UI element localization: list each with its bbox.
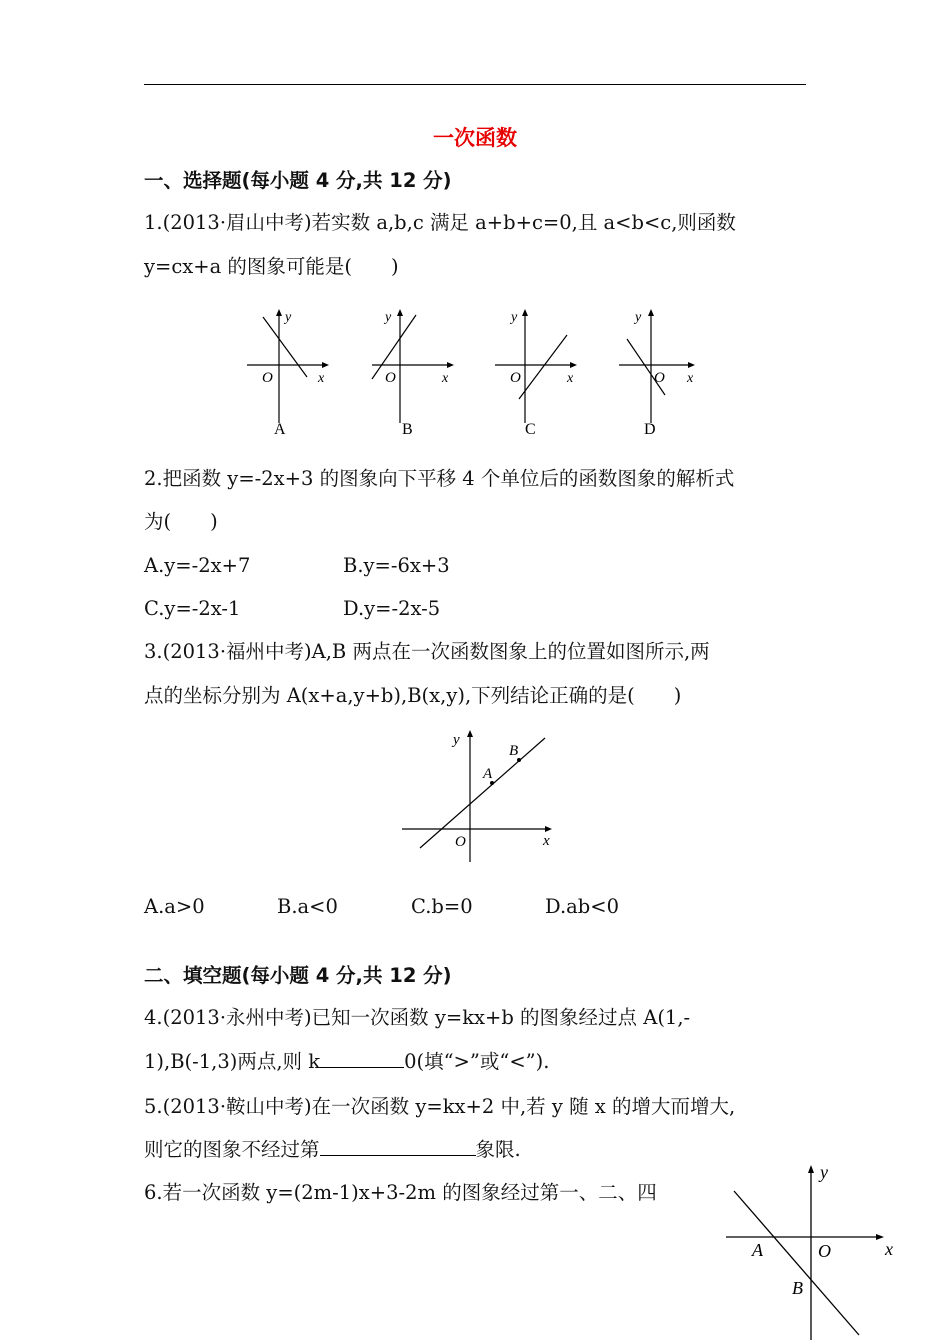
q5-line2-end: 象限.: [475, 1138, 521, 1161]
q1d-y-label: y: [635, 310, 642, 325]
q1b-x-label: x: [442, 371, 449, 386]
q1-graph-b: [370, 305, 460, 440]
q1-graph-a-label: A: [274, 421, 286, 438]
q1a-y-label: y: [285, 310, 292, 325]
q6-y-label: y: [820, 1162, 828, 1182]
q4-line2: [144, 1049, 549, 1075]
page-title: 一次函数: [433, 126, 517, 150]
q2-line1: 2.把函数 y=-2x+3 的图象向下平移 4 个单位后的函数图象的解析式: [144, 467, 735, 490]
q3-x-label: x: [543, 833, 550, 849]
q5-answer-blank[interactable]: [320, 1137, 476, 1156]
q6-line1: 6.若一次函数 y=(2m-1)x+3-2m 的图象经过第一、二、四: [144, 1181, 657, 1204]
q4-answer-blank[interactable]: [320, 1049, 404, 1068]
q1d-x-label: x: [687, 371, 694, 386]
q3-figure: [400, 726, 560, 866]
q1c-y-label: y: [511, 310, 518, 325]
q1c-x-label: x: [567, 371, 574, 386]
q1-graph-c-label: C: [525, 421, 536, 438]
q1a-x-label: x: [318, 371, 325, 386]
q3-point-b-label: B: [509, 743, 519, 759]
q3-origin-label: O: [455, 834, 466, 850]
q3-line2: 点的坐标分别为 A(x+a,y+b),B(x,y),下列结论正确的是( ): [144, 684, 682, 707]
q2-line2: 为( ): [144, 510, 218, 533]
q1-line1: 1.(2013·眉山中考)若实数 a,b,c 满足 a+b+c=0,且 a<b<c,则函数: [144, 211, 736, 234]
q4-line2-end: 0(填“>”或“<”).: [404, 1050, 550, 1073]
header-rule: [144, 84, 806, 85]
q6-point-b-label: B: [792, 1278, 803, 1298]
q4-line1: 4.(2013·永州中考)已知一次函数 y=kx+b 的图象经过点 A(1,-: [144, 1006, 691, 1029]
q3-line1: 3.(2013·福州中考)A,B 两点在一次函数图象上的位置如图所示,两: [144, 640, 710, 663]
section2-heading: 二、填空题(每小题 4 分,共 12 分): [144, 964, 452, 987]
q6-figure: [722, 1160, 902, 1344]
q1-graph-d-label: D: [644, 421, 656, 438]
q2-option-d: D.y=-2x-5: [343, 597, 441, 620]
q3-option-c: C.b=0: [411, 895, 473, 918]
q6-x-label: x: [885, 1239, 893, 1259]
q1-graph-a: [245, 305, 335, 440]
q1c-origin-label: O: [510, 370, 521, 386]
q2-option-b: B.y=-6x+3: [343, 554, 450, 577]
q3-option-a: A.a>0: [144, 895, 205, 918]
q2-option-c: C.y=-2x-1: [144, 597, 241, 620]
q1-graph-d: [617, 305, 707, 440]
q1-line2: y=cx+a 的图象可能是( ): [144, 255, 399, 278]
q3-option-d: D.ab<0: [545, 895, 619, 918]
section1-heading: 一、选择题(每小题 4 分,共 12 分): [144, 169, 452, 192]
q6-point-a-label: A: [752, 1240, 763, 1260]
q6-origin-label: O: [818, 1241, 831, 1261]
q1a-origin-label: O: [262, 370, 273, 386]
q3-point-a-label: A: [483, 766, 493, 782]
q5-line2: [144, 1137, 521, 1163]
q3-option-b: B.a<0: [277, 895, 338, 918]
q3-y-label: y: [453, 732, 460, 748]
q1d-origin-label: O: [654, 370, 665, 386]
q4-line2-start: 1),B(-1,3)两点,则 k: [144, 1050, 321, 1073]
q5-line1: 5.(2013·鞍山中考)在一次函数 y=kx+2 中,若 y 随 x 的增大而增大,: [144, 1095, 736, 1118]
q1-graph-b-label: B: [402, 421, 413, 438]
q5-line2-start: 则它的图象不经过第: [144, 1138, 320, 1161]
q1-graph-c: [493, 305, 583, 440]
q1b-origin-label: O: [385, 370, 396, 386]
q1b-y-label: y: [385, 310, 392, 325]
q2-option-a: A.y=-2x+7: [144, 554, 251, 577]
